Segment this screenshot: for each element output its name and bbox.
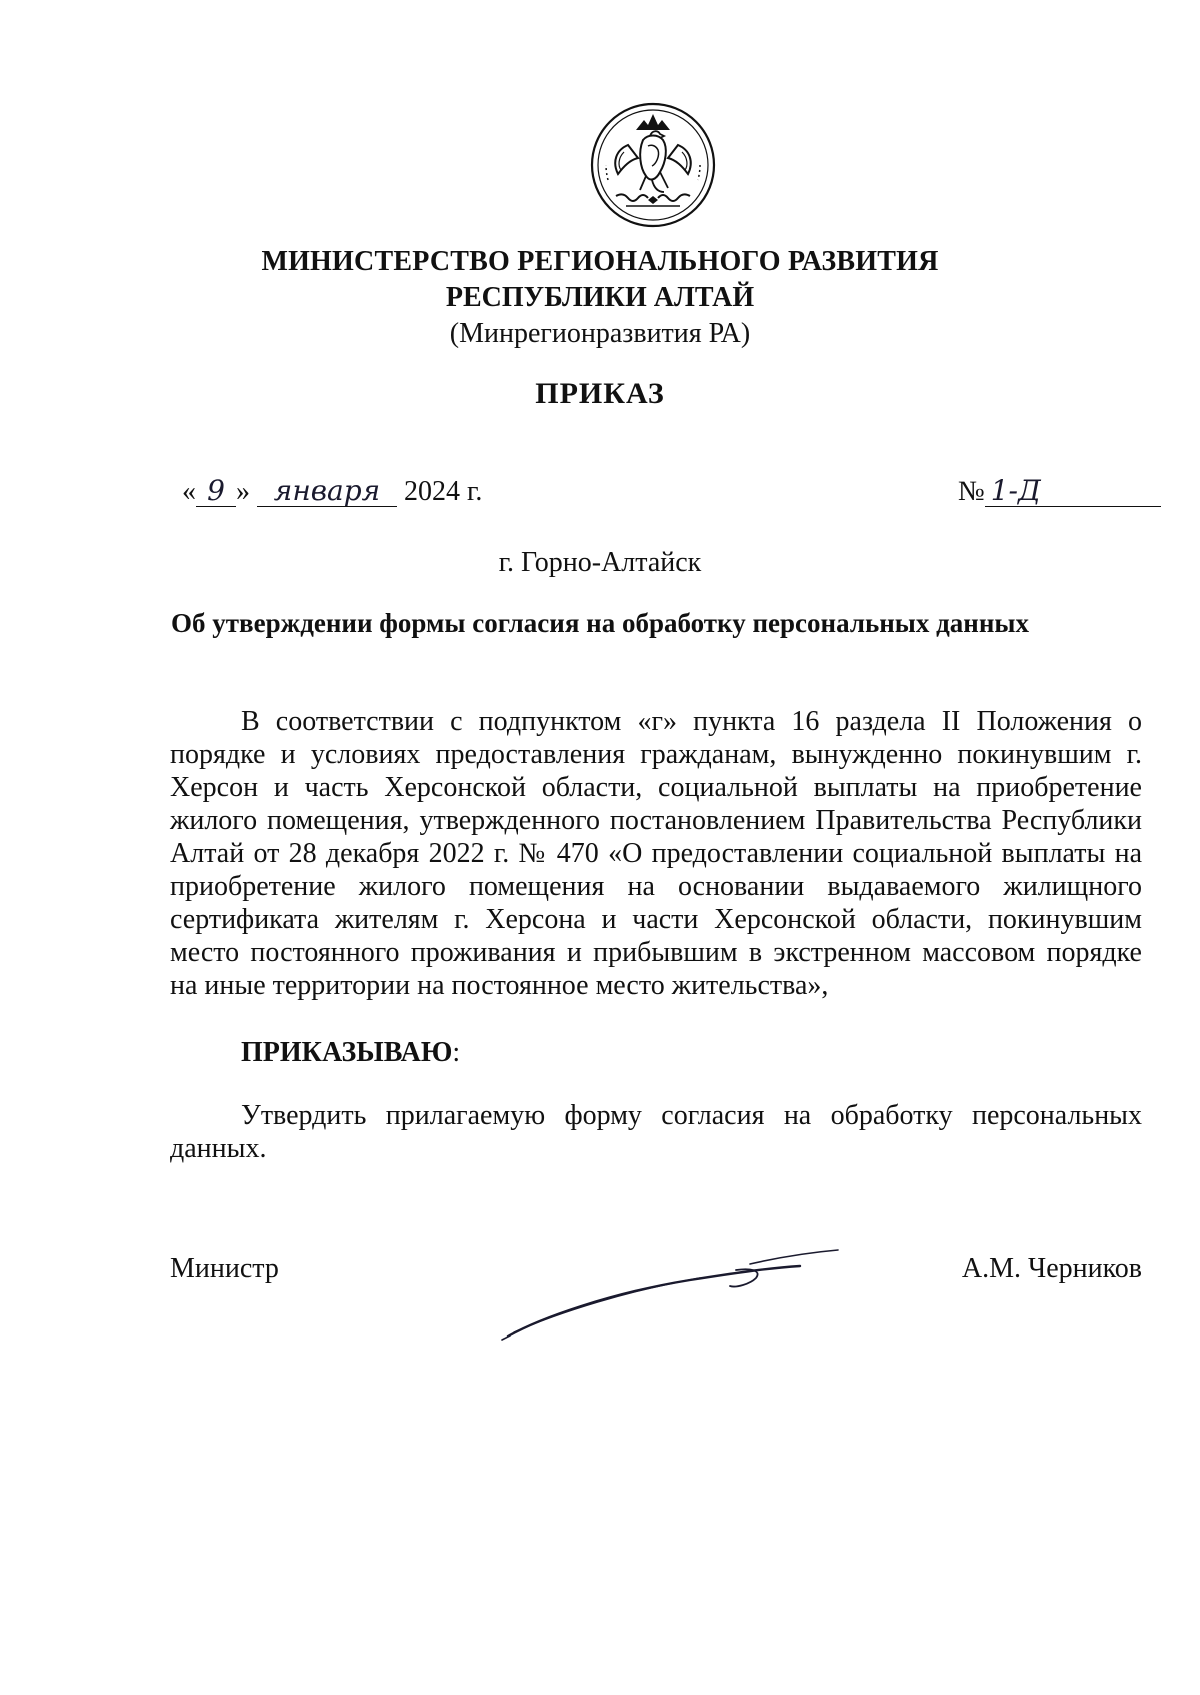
document-date bbox=[182, 476, 482, 512]
document-number bbox=[958, 476, 1161, 508]
order-word-colon: : bbox=[452, 1037, 461, 1068]
date-day: 9 bbox=[196, 476, 236, 507]
signatory-name: А.М. Черников bbox=[961, 1253, 1142, 1284]
ministry-name-line2: РЕСПУБЛИКИ АЛТАЙ bbox=[445, 282, 755, 313]
date-year: 2024 г. bbox=[404, 476, 483, 507]
order-word-text: ПРИКАЗЫВАЮ bbox=[241, 1037, 453, 1068]
handwritten-signature-icon bbox=[500, 1238, 850, 1348]
document-type: ПРИКАЗ bbox=[535, 377, 665, 410]
altai-republic-emblem-icon bbox=[588, 100, 718, 230]
city: г. Горно-Алтайск bbox=[498, 547, 702, 578]
order-word bbox=[241, 1037, 460, 1069]
document-title: Об утверждении формы согласия на обработку персональных данных bbox=[171, 608, 1029, 638]
number-label: № bbox=[958, 476, 985, 507]
date-open-quote: « bbox=[182, 476, 196, 507]
body-paragraph: В соответствии с подпунктом «г» пункта 16 раздела II Положения о порядке и условиях предоставления гражданам, вынужденно покинувшим г. Херсон и часть Херсонской области, социальной выплаты на приобретение жилого помещения, утвержденного постановлением Правительства Республики Алтай от 28 декабря 2022 г. № 470 «О предоставлении социальной выплаты на приобретение жилого помещения на основании выдаваемого жилищного сертификата жителям г. Херсона и части Херсонской области, покинувшим место постоянного проживания и прибывшим в экстренном массовом порядке на иные территории на постоянное место жительства», bbox=[170, 706, 1142, 1001]
decision-paragraph: Утвердить прилагаемую форму согласия на обработку персональных данных. bbox=[170, 1100, 1142, 1164]
date-close-quote: » bbox=[236, 476, 250, 507]
signatory-role: Министр bbox=[170, 1253, 279, 1284]
date-month: января bbox=[257, 476, 397, 507]
ministry-name-line1: МИНИСТЕРСТВО РЕГИОНАЛЬНОГО РАЗВИТИЯ bbox=[261, 246, 939, 277]
ministry-short-name: (Минрегионразвития РА) bbox=[449, 318, 751, 349]
number-value: 1-Д bbox=[985, 476, 1161, 507]
